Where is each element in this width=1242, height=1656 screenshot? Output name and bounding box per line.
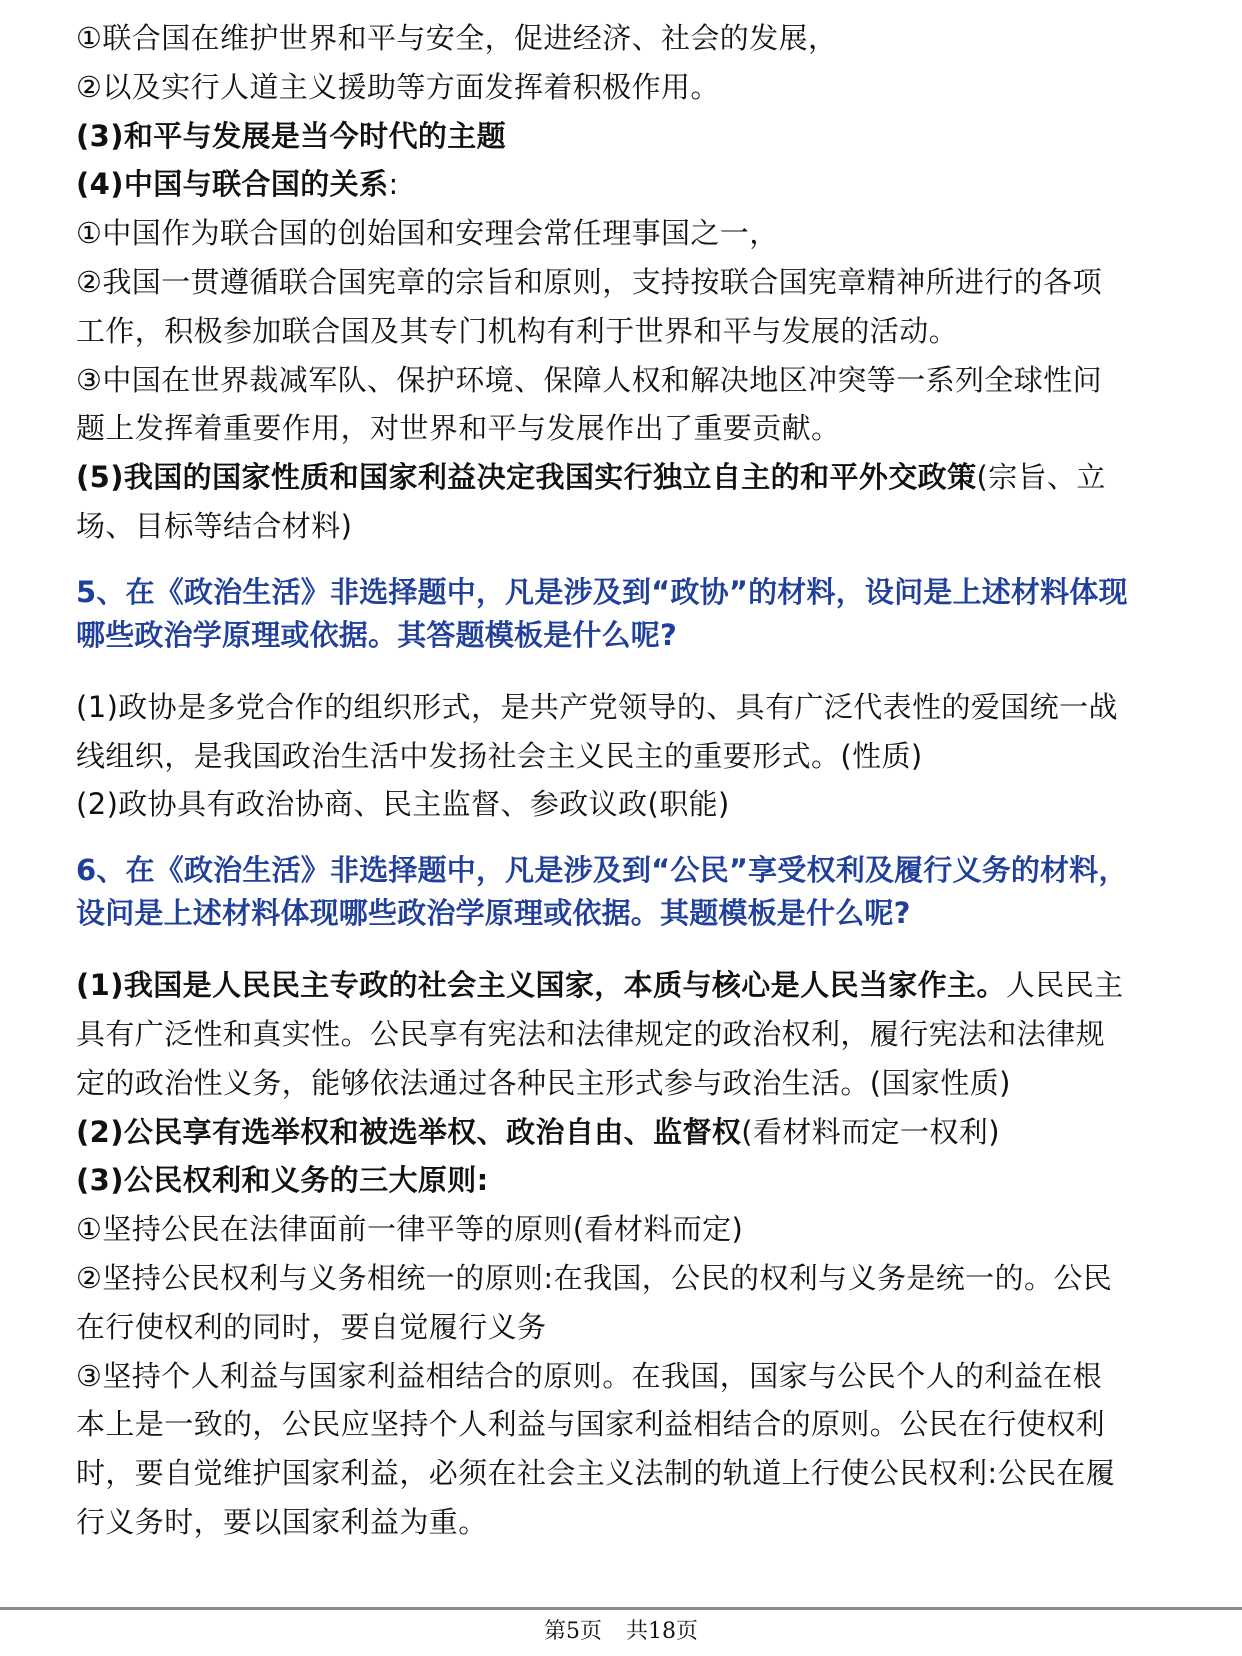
text-line [76, 63, 1206, 112]
text-line [76, 1352, 1206, 1401]
text-line [76, 404, 1206, 453]
text-run: 场、目标等结合材料) [76, 508, 353, 543]
total-pages: 共18页 [626, 1619, 698, 1644]
bold-text-run: (2)公民享有选举权和被选举权、政治自由、监督权 [76, 1114, 742, 1149]
text-run: 时，要自觉维护国家利益，必须在社会主义法制的轨道上行使公民权利:公民在履 [76, 1456, 1116, 1491]
footer-divider [0, 1607, 1242, 1610]
text-run: : [388, 167, 399, 202]
text-run: 人民民主 [1005, 968, 1124, 1003]
spacer [76, 551, 1206, 571]
bold-text-run: (5)我国的国家性质和国家利益决定我国实行独立自主的和平外交政策 [76, 460, 977, 495]
text-run: 工作，积极参加联合国及其专门机构有利于世界和平与发展的活动。 [76, 313, 959, 348]
text-line [76, 14, 1206, 63]
text-run: ②坚持公民权利与义务相统一的原则:在我国，公民的权利与义务是统一的。公民 [76, 1260, 1113, 1295]
text-run: (看材料而定一权利) [741, 1114, 1000, 1149]
text-line [76, 732, 1206, 781]
spacer [76, 829, 1206, 849]
text-line [76, 307, 1206, 356]
text-run: 行义务时，要以国家利益为重。 [76, 1504, 488, 1539]
text-line [76, 112, 1206, 161]
text-run: 在行使权利的同时，要自觉履行义务 [76, 1309, 547, 1344]
text-run: 题上发挥着重要作用，对世界和平与发展作出了重要贡献。 [76, 411, 841, 446]
text-line [76, 258, 1206, 307]
text-line [76, 961, 1206, 1010]
spacer [76, 657, 1206, 683]
text-run: ①坚持公民在法律面前一律平等的原则(看材料而定) [76, 1212, 744, 1247]
text-line [76, 1303, 1206, 1352]
text-line [76, 209, 1206, 258]
section-heading: 设问是上述材料体现哪些政治学原理或依据。其题模板是什么呢? [76, 896, 911, 931]
text-run: ③中国在世界裁减军队、保护环境、保障人权和解决地区冲突等一系列全球性问 [76, 362, 1102, 397]
page-footer [0, 1617, 1242, 1647]
text-line [76, 1059, 1206, 1108]
bold-text-run: (4)中国与联合国的关系 [76, 167, 389, 202]
text-run: 本上是一致的，公民应坚持个人利益与国家利益相结合的原则。公民在行使权利 [76, 1407, 1106, 1442]
text-line [76, 1400, 1206, 1449]
text-run: ②我国一贯遵循联合国宪章的宗旨和原则，支持按联合国宪章精神所进行的各项 [76, 264, 1102, 299]
text-line [76, 1108, 1206, 1157]
text-run: ①联合国在维护世界和平与安全，促进经济、社会的发展， [76, 21, 838, 55]
text-run: (1)政协是多党合作的组织形式，是共产党领导的、具有广泛代表性的爱国统一战 [76, 689, 1118, 724]
text-line [76, 1156, 1206, 1205]
spacer [76, 935, 1206, 961]
text-run: 线组织，是我国政治生活中发扬社会主义民主的重要形式。(性质) [76, 738, 923, 773]
text-run: (2)政协具有政治协商、民主监督、参政议政(职能) [76, 787, 730, 822]
document-body [76, 14, 1206, 1547]
section-heading: 5、在《政治生活》非选择题中，凡是涉及到“政协”的材料，设问是上述材料体现 [76, 574, 1128, 609]
text-line [76, 780, 1206, 829]
text-run: ①中国作为联合国的创始国和安理会常任理事国之一， [76, 216, 779, 251]
text-line [76, 683, 1206, 732]
text-run: (宗旨、立 [976, 460, 1106, 495]
bold-text-run: (3)和平与发展是当今时代的主题 [76, 118, 507, 153]
text-line [76, 1498, 1206, 1547]
text-line [76, 1449, 1206, 1498]
text-run: ③坚持个人利益与国家利益相结合的原则。在我国，国家与公民个人的利益在根 [76, 1358, 1102, 1393]
bold-text-run: (1)我国是人民民主专政的社会主义国家，本质与核心是人民当家作主。 [76, 968, 1006, 1003]
text-line [76, 453, 1206, 502]
section-heading: 哪些政治学原理或依据。其答题模板是什么呢? [76, 617, 678, 652]
text-line [76, 1205, 1206, 1254]
text-line [76, 160, 1206, 209]
text-line [76, 502, 1206, 551]
text-run: 具有广泛性和真实性。公民享有宪法和法律规定的政治权利，履行宪法和法律规 [76, 1016, 1106, 1051]
text-run: 定的政治性义务，能够依法通过各种民主形式参与政治生活。(国家性质) [76, 1065, 1011, 1100]
text-line [76, 1254, 1206, 1303]
page-number: 第5页 [544, 1619, 602, 1644]
bold-text-run: (3)公民权利和义务的三大原则: [76, 1163, 489, 1198]
text-line [76, 1010, 1206, 1059]
text-run: ②以及实行人道主义援助等方面发挥着积极作用。 [76, 69, 720, 104]
text-line [76, 356, 1206, 405]
section-heading: 6、在《政治生活》非选择题中，凡是涉及到“公民”享受权利及履行义务的材料， [76, 853, 1128, 888]
